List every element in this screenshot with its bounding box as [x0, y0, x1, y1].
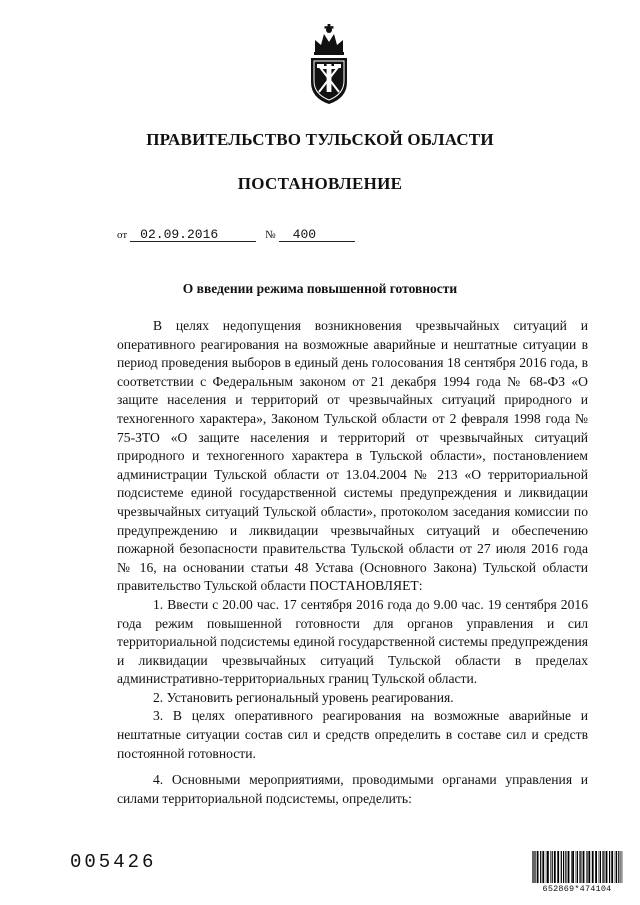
barcode-bar: [609, 851, 610, 883]
barcode-bar: [554, 851, 556, 883]
barcode-bar: [542, 851, 544, 883]
barcode-bar: [534, 851, 535, 883]
barcode-bar: [576, 851, 577, 883]
barcode-bar: [611, 851, 613, 883]
barcode-bar: [568, 851, 570, 883]
number-label: №: [265, 229, 276, 241]
barcode-bar: [565, 851, 566, 883]
clause-3-paragraph: 3. В целях оперативного реагирования на возможные аварийные и нештатные ситуации состав сил и средств определить в составе сил и средств постоянной готовности.: [117, 708, 588, 761]
barcode-bar: [577, 851, 578, 883]
date-label: от: [117, 229, 128, 241]
document-date: 02.09.2016: [130, 228, 256, 242]
coat-of-arms-emblem: [304, 22, 354, 106]
barcode-bar: [552, 851, 553, 883]
barcode-bar: [571, 851, 572, 883]
clause-2-paragraph: 2. Установить региональный уровень реагирования.: [153, 689, 454, 705]
clause-4-paragraph: 4. Основными мероприятиями, проводимыми органами управления и силами территориальной подсистемы, определить:: [117, 772, 588, 806]
barcode-bar: [602, 851, 603, 883]
document-body: [117, 317, 588, 808]
document-subject: О введении режима повышенной готовности: [182, 281, 458, 296]
document-number: 400: [279, 228, 355, 242]
document-meta-line: [117, 227, 355, 242]
tula-coat-of-arms-icon: [304, 22, 354, 106]
organization-title: ПРАВИТЕЛЬСТВО ТУЛЬСКОЙ ОБЛАСТИ: [146, 130, 494, 149]
barcode-bar: [550, 851, 551, 883]
barcode-bar: [616, 851, 617, 883]
barcode-bar: [622, 851, 623, 883]
barcode-bar: [572, 851, 574, 883]
barcode-number: 652869*474104: [542, 884, 612, 894]
barcode-icon: [531, 851, 623, 883]
barcode-bar: [595, 851, 597, 883]
barcode-bar: [587, 851, 588, 883]
barcode: [531, 851, 623, 897]
barcode-bar: [563, 851, 564, 883]
barcode-bar: [618, 851, 619, 883]
barcode-bar: [606, 851, 608, 883]
barcode-bar: [532, 851, 533, 883]
barcode-bar: [540, 851, 541, 883]
preamble-paragraph: В целях недопущения возникновения чрезвычайных ситуаций и оперативного реагирования на возможные аварийные и нештатные ситуации в период проведения выборов в единый день голосования 18 сентября 2016 года, в соответствии с Федеральным законом от 21 декабря 1994 года № 68-ФЗ «О защите населения и территорий от чрезвычайных ситуаций природного и техногенного характера», Законом Тульской области от 2 февраля 1998 года № 75-ЗТО «О защите населения и территорий от чрезвычайных ситуаций природного и техногенного характера в Тульской области», постановлением администрации Тульской области от 13.04.2004 № 213 «О территориальной подсистеме единой государственной системы предупреждения и ликвидации чрезвычайных ситуаций Тульской области», протоколом заседания комиссии по предупреждению и ликвидации чрезвычайных ситуаций и обеспечению пожарной безопасности правительства Тульской области от 27 июля 2016 года № 16, на основании статьи 48 Устава (Основного Закона) Тульской области правительство Тульской области ПОСТАНОВЛЯЕТ:: [117, 318, 588, 594]
barcode-bar: [600, 851, 601, 883]
barcode-bar: [537, 851, 539, 883]
barcode-bar: [583, 851, 585, 883]
barcode-bar: [621, 851, 622, 883]
barcode-bar: [547, 851, 549, 883]
barcode-bar: [588, 851, 590, 883]
barcode-bar: [599, 851, 600, 883]
document-type-title: ПОСТАНОВЛЕНИЕ: [237, 174, 403, 193]
barcode-bar: [546, 851, 547, 883]
barcode-bar: [615, 851, 616, 883]
barcode-bar: [557, 851, 559, 883]
barcode-bar: [579, 851, 580, 883]
barcode-bar: [533, 851, 534, 883]
clause-1-paragraph: 1. Ввести с 20.00 час. 17 сентября 2016 года до 9.00 час. 19 сентября 2016 года режим повышенной готовности для органов управления и сил территориальной подсистемы единой государственной системы предупреждения и ликвидации чрезвычайных ситуаций Тульской области в пределах административно-территориальных границ Тульской области.: [117, 596, 588, 687]
barcode-bar: [592, 851, 594, 883]
barcode-bar: [580, 851, 581, 883]
barcode-bar: [586, 851, 587, 883]
barcode-bar: [603, 851, 604, 883]
serial-number: 005426: [70, 851, 157, 873]
barcode-bar: [561, 851, 562, 883]
